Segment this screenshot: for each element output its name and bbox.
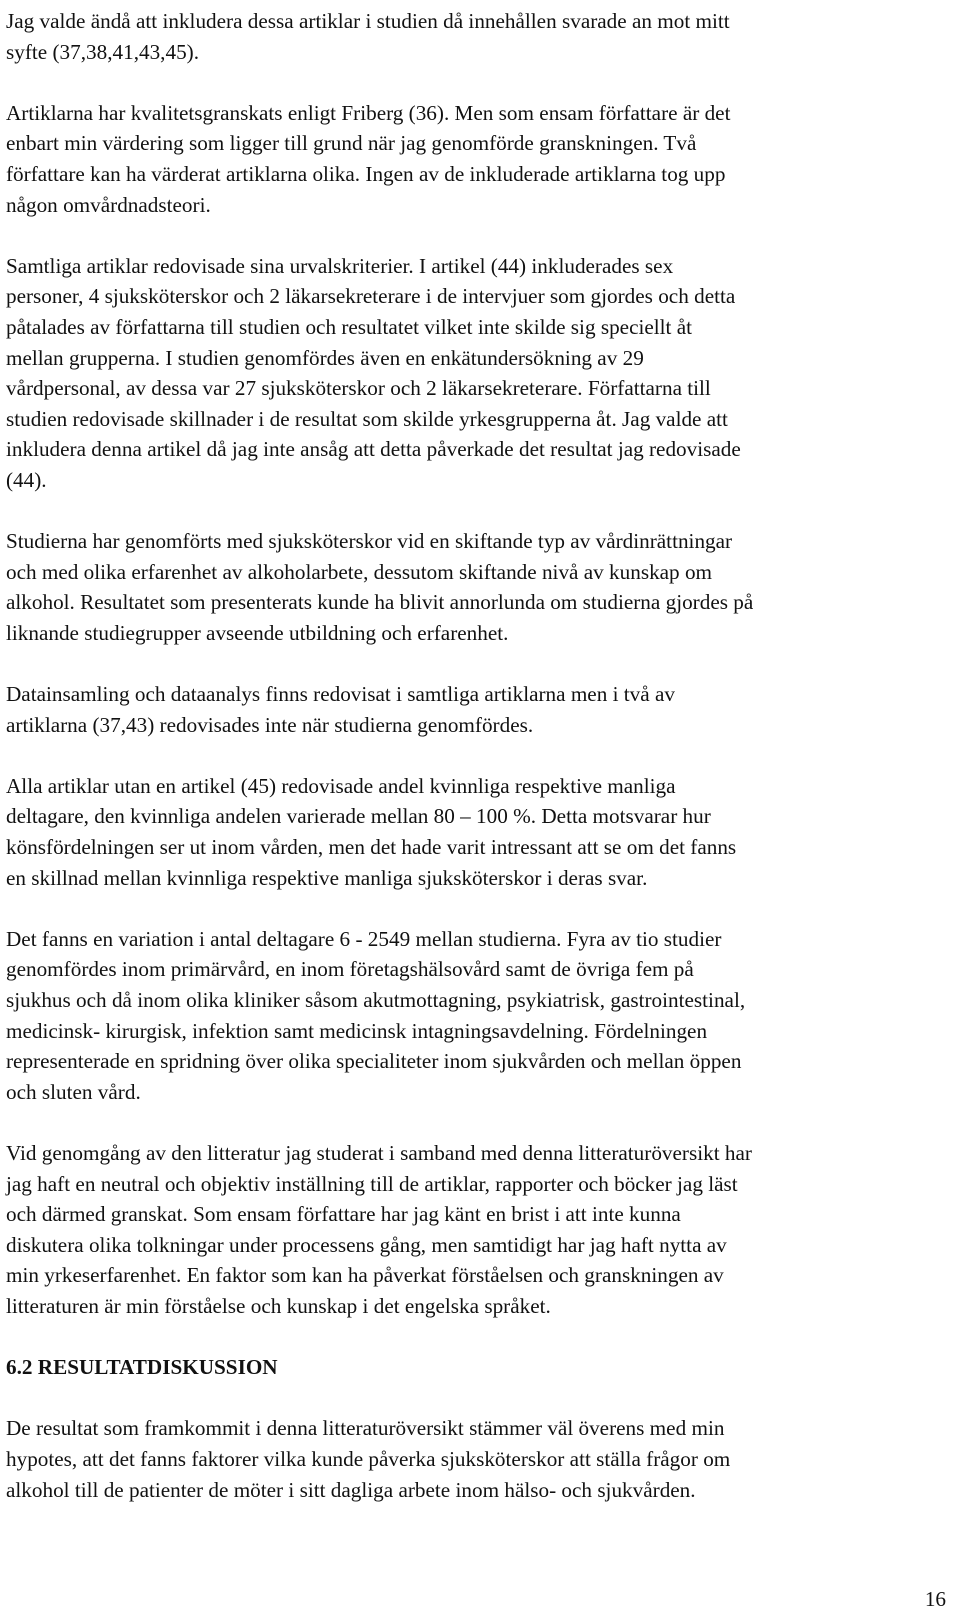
- text-line: studien redovisade skillnader i de resultat som skilde yrkesgrupperna åt. Jag valde att: [6, 406, 728, 431]
- text-line: mellan grupperna. I studien genomfördes även en enkätundersökning av 29: [6, 345, 644, 370]
- page-number: 16: [924, 1587, 946, 1611]
- text-line: litteraturen är min förståelse och kunskap i det engelska språket.: [6, 1293, 551, 1318]
- text-line: hypotes, att det fanns faktorer vilka kunde påverka sjuksköterskor att ställa frågor om: [6, 1446, 731, 1471]
- text-line: syfte (37,38,41,43,45).: [6, 39, 200, 64]
- text-line: min yrkeserfarenhet. En faktor som kan ha påverkat förståelsen och granskningen av: [6, 1263, 724, 1288]
- text-line: påtalades av författarna till studien och resultatet vilket inte skilde sig speciellt åt: [6, 314, 693, 339]
- text-line: författare kan ha värderat artiklarna olika. Ingen av de inkluderade artiklarna tog upp: [6, 161, 726, 186]
- text-line: Det fanns en variation i antal deltagare 6 - 2549 mellan studierna. Fyra av tio studier: [6, 926, 722, 951]
- text-line: och sluten vård.: [6, 1079, 141, 1104]
- text-line: personer, 4 sjuksköterskor och 2 läkarsekreterare i de intervjuer som gjordes och detta: [6, 284, 736, 309]
- text-line: jag haft en neutral och objektiv inställning till de artiklar, rapporter och böcker jag läst: [6, 1171, 738, 1196]
- paragraph-gender-distribution: [6, 771, 951, 893]
- text-line: och därmed granskat. Som ensam författare har jag känt en brist i att inte kunna: [6, 1202, 681, 1227]
- paragraph-inclusion: [6, 6, 951, 67]
- text-line: sjukhus och då inom olika kliniker såsom akutmottagning, psykiatrisk, gastrointestinal,: [6, 988, 746, 1012]
- paragraph-literature-review: [6, 1138, 951, 1322]
- text-line: enbart min värdering som ligger till grund när jag genomförde granskningen. Två: [6, 131, 697, 156]
- paragraph-data-collection: [6, 679, 951, 740]
- text-line: alkohol till de patienter de möter i sitt dagliga arbete inom hälso- och sjukvården.: [6, 1477, 696, 1502]
- paragraph-quality-review: [6, 98, 951, 220]
- text-line: alkohol. Resultatet som presenterats kunde ha blivit annorlunda om studierna gjordes på: [6, 590, 754, 615]
- text-line: Artiklarna har kvalitetsgranskats enligt Friberg (36). Men som ensam författare är det: [6, 100, 731, 125]
- text-line: en skillnad mellan kvinnliga respektive manliga sjuksköterskor i deras svar.: [6, 865, 648, 890]
- text-line: inkludera denna artikel då jag inte ansåg att detta påverkade det resultat jag redovisade: [6, 437, 741, 462]
- text-line: Vid genomgång av den litteratur jag studerat i samband med denna litteraturöversikt har: [6, 1140, 752, 1165]
- text-line: liknande studiegrupper avseende utbildning och erfarenhet.: [6, 620, 509, 645]
- text-line: Jag valde ändå att inkludera dessa artiklar i studien då innehållen svarade an mot mitt: [6, 9, 730, 33]
- text-line: deltagare, den kvinnliga andelen varierade mellan 80 – 100 %. Detta motsvarar hur: [6, 804, 711, 829]
- document-page: [6, 6, 951, 1536]
- text-line: Alla artiklar utan en artikel (45) redovisade andel kvinnliga respektive manliga: [6, 773, 676, 798]
- paragraph-results-discussion: [6, 1413, 951, 1505]
- text-line: artiklarna (37,43) redovisades inte när studierna genomfördes.: [6, 712, 534, 737]
- text-line: Samtliga artiklar redovisade sina urvalskriterier. I artikel (44) inkluderades sex: [6, 253, 674, 278]
- text-line: Datainsamling och dataanalys finns redovisat i samtliga artiklarna men i två av: [6, 682, 675, 707]
- text-line: medicinsk- kirurgisk, infektion samt medicinsk intagningsavdelning. Fördelningen: [6, 1018, 708, 1043]
- text-line: genomfördes inom primärvård, en inom företagshälsovård samt de övriga fem på: [6, 957, 694, 982]
- text-line: könsfördelningen ser ut inom vården, men det hade varit intressant att se om det fanns: [6, 835, 737, 860]
- paragraph-participant-variation: [6, 924, 951, 1108]
- text-line: vårdpersonal, av dessa var 27 sjuksköterskor och 2 läkarsekreterare. Författarna till: [6, 376, 711, 401]
- text-line: (44).: [6, 467, 47, 492]
- section-heading: 6.2 RESULTATDISKUSSION: [6, 1355, 278, 1380]
- text-line: representerade en spridning över olika specialiteter inom sjukvården och mellan öppen: [6, 1049, 742, 1074]
- text-line: diskutera olika tolkningar under processens gång, men samtidigt har jag haft nytta av: [6, 1232, 727, 1257]
- paragraph-study-settings: [6, 526, 951, 648]
- text-line: och med olika erfarenhet av alkoholarbete, dessutom skiftande nivå av kunskap om: [6, 559, 713, 584]
- text-line: någon omvårdnadsteori.: [6, 192, 211, 217]
- paragraph-selection-criteria: [6, 251, 951, 496]
- text-line: Studierna har genomförts med sjuksköterskor vid en skiftande typ av vårdinrättningar: [6, 529, 733, 554]
- text-line: De resultat som framkommit i denna litteraturöversikt stämmer väl överens med min: [6, 1416, 725, 1441]
